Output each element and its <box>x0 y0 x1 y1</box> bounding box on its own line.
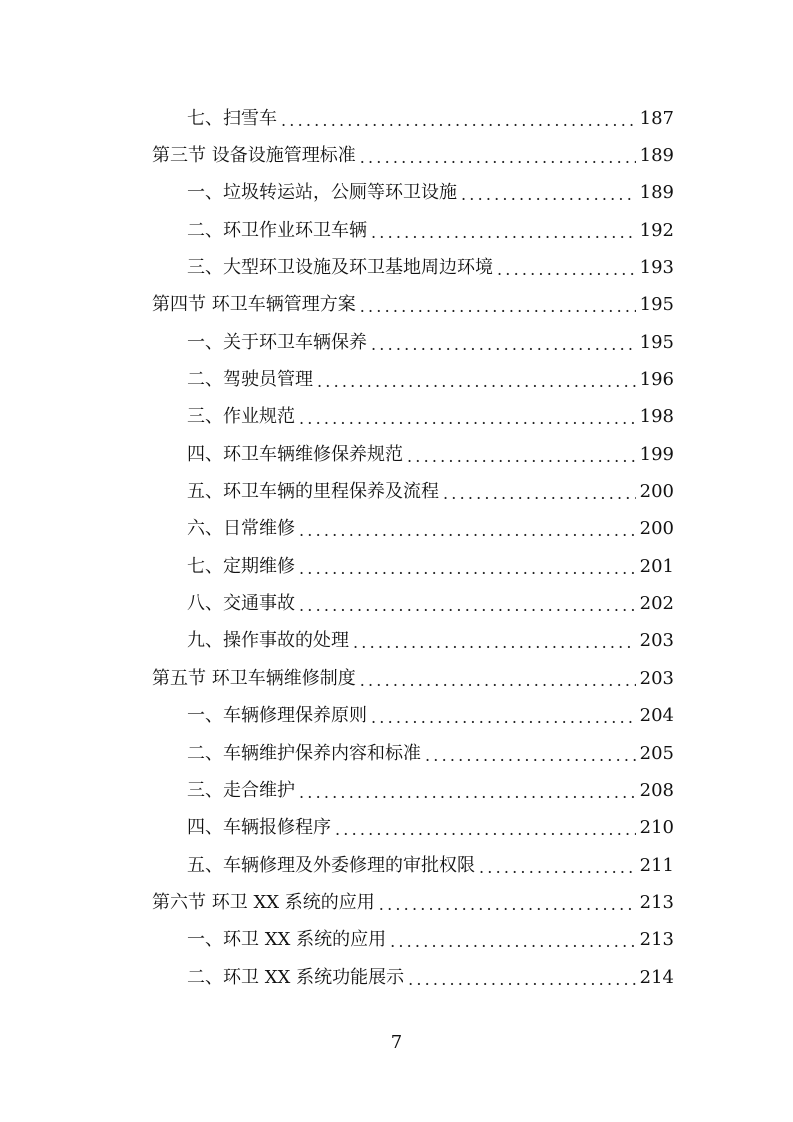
toc-entry-title: 第三节 设备设施管理标准 <box>152 147 360 165</box>
toc-entry-page: 195 <box>636 334 674 352</box>
toc-entry[interactable] <box>0 884 793 921</box>
toc-entry-page: 200 <box>636 483 674 501</box>
toc-entry-page: 213 <box>636 931 674 949</box>
toc-entry-page: 189 <box>636 184 674 202</box>
toc-entry-page: 202 <box>636 595 674 613</box>
toc-entry-title: 八、交通事故 <box>187 595 299 613</box>
dot-leader <box>360 150 636 166</box>
toc-entry-title: 第四节 环卫车辆管理方案 <box>152 296 360 314</box>
toc-entry-page: 198 <box>636 408 674 426</box>
dot-leader <box>299 561 636 577</box>
toc-entry[interactable] <box>0 287 793 324</box>
dot-leader <box>299 411 636 427</box>
toc-entry-title: 七、定期维修 <box>187 558 299 576</box>
toc-entry-title: 二、环卫 XX 系统功能展示 <box>187 969 408 987</box>
toc-entry-title: 一、关于环卫车辆保养 <box>187 334 371 352</box>
toc-entry-page: 201 <box>636 558 674 576</box>
toc-entry[interactable] <box>0 212 793 249</box>
toc-entry-title: 一、垃圾转运站，公厕等环卫设施 <box>187 184 461 202</box>
toc-entry-page: 213 <box>636 894 674 912</box>
toc-entry-page: 189 <box>636 147 674 165</box>
toc-entry[interactable] <box>0 810 793 847</box>
dot-leader <box>371 337 636 353</box>
toc-entry-page: 214 <box>636 969 674 987</box>
toc-entry-title: 六、日常维修 <box>187 520 299 538</box>
dot-leader <box>335 822 636 838</box>
toc-entry-page: 210 <box>636 819 674 837</box>
toc-entry[interactable] <box>0 660 793 697</box>
dot-leader <box>353 635 636 651</box>
toc-entry[interactable] <box>0 847 793 884</box>
toc-entry-title: 二、驾驶员管理 <box>187 371 317 389</box>
toc-entry[interactable] <box>0 735 793 772</box>
toc-entry-title: 二、环卫作业环卫车辆 <box>187 222 371 240</box>
dot-leader <box>281 113 636 129</box>
toc-entry-title: 二、车辆维护保养内容和标准 <box>187 745 425 763</box>
dot-leader <box>317 374 636 390</box>
toc-entry-title: 四、环卫车辆维修保养规范 <box>187 446 407 464</box>
toc-entry-page: 199 <box>636 446 674 464</box>
toc-entry[interactable] <box>0 959 793 996</box>
toc-entry[interactable] <box>0 100 793 137</box>
toc-entry[interactable] <box>0 324 793 361</box>
toc-entry-title: 三、走合维护 <box>187 782 299 800</box>
toc-entry-page: 203 <box>636 670 674 688</box>
toc-entry-page: 196 <box>636 371 674 389</box>
toc-entry-title: 三、作业规范 <box>187 408 299 426</box>
toc-entry[interactable] <box>0 137 793 174</box>
toc-entry-title: 九、操作事故的处理 <box>187 632 353 650</box>
dot-leader <box>497 262 636 278</box>
dot-leader <box>360 299 636 315</box>
toc-entry[interactable] <box>0 922 793 959</box>
dot-leader <box>443 486 636 502</box>
toc-entry[interactable] <box>0 473 793 510</box>
dot-leader <box>390 934 636 950</box>
toc-entry-page: 193 <box>636 259 674 277</box>
toc-entry[interactable] <box>0 772 793 809</box>
toc-entry[interactable] <box>0 511 793 548</box>
dot-leader <box>371 225 636 241</box>
toc-entry[interactable] <box>0 585 793 622</box>
dot-leader <box>425 748 636 764</box>
toc-entry[interactable] <box>0 249 793 286</box>
table-of-contents <box>0 100 793 996</box>
toc-entry[interactable] <box>0 175 793 212</box>
dot-leader <box>479 860 636 876</box>
toc-entry-page: 195 <box>636 296 674 314</box>
toc-entry-page: 208 <box>636 782 674 800</box>
toc-entry[interactable] <box>0 399 793 436</box>
dot-leader <box>299 523 636 539</box>
dot-leader <box>407 449 636 465</box>
toc-entry-title: 四、车辆报修程序 <box>187 819 335 837</box>
dot-leader <box>379 897 636 913</box>
toc-entry-page: 204 <box>636 707 674 725</box>
toc-entry-page: 203 <box>636 632 674 650</box>
toc-entry[interactable] <box>0 698 793 735</box>
toc-entry-page: 192 <box>636 222 674 240</box>
toc-entry-page: 211 <box>636 857 674 875</box>
toc-entry-title: 第六节 环卫 XX 系统的应用 <box>152 894 379 912</box>
toc-entry-page: 200 <box>636 520 674 538</box>
toc-entry[interactable] <box>0 436 793 473</box>
page-number: 7 <box>390 1032 403 1053</box>
toc-entry-page: 187 <box>636 110 674 128</box>
dot-leader <box>408 972 636 988</box>
dot-leader <box>461 187 636 203</box>
dot-leader <box>299 598 636 614</box>
toc-entry-title: 一、环卫 XX 系统的应用 <box>187 931 390 949</box>
toc-entry-page: 205 <box>636 745 674 763</box>
dot-leader <box>360 673 636 689</box>
dot-leader <box>299 785 636 801</box>
toc-entry-title: 七、扫雪车 <box>187 110 281 128</box>
toc-entry-title: 五、车辆修理及外委修理的审批权限 <box>187 857 479 875</box>
dot-leader <box>371 710 636 726</box>
toc-entry[interactable] <box>0 361 793 398</box>
toc-entry-title: 一、车辆修理保养原则 <box>187 707 371 725</box>
toc-entry-title: 三、大型环卫设施及环卫基地周边环境 <box>187 259 497 277</box>
toc-entry-title: 五、环卫车辆的里程保养及流程 <box>187 483 443 501</box>
toc-entry-title: 第五节 环卫车辆维修制度 <box>152 670 360 688</box>
toc-entry[interactable] <box>0 548 793 585</box>
toc-entry[interactable] <box>0 623 793 660</box>
